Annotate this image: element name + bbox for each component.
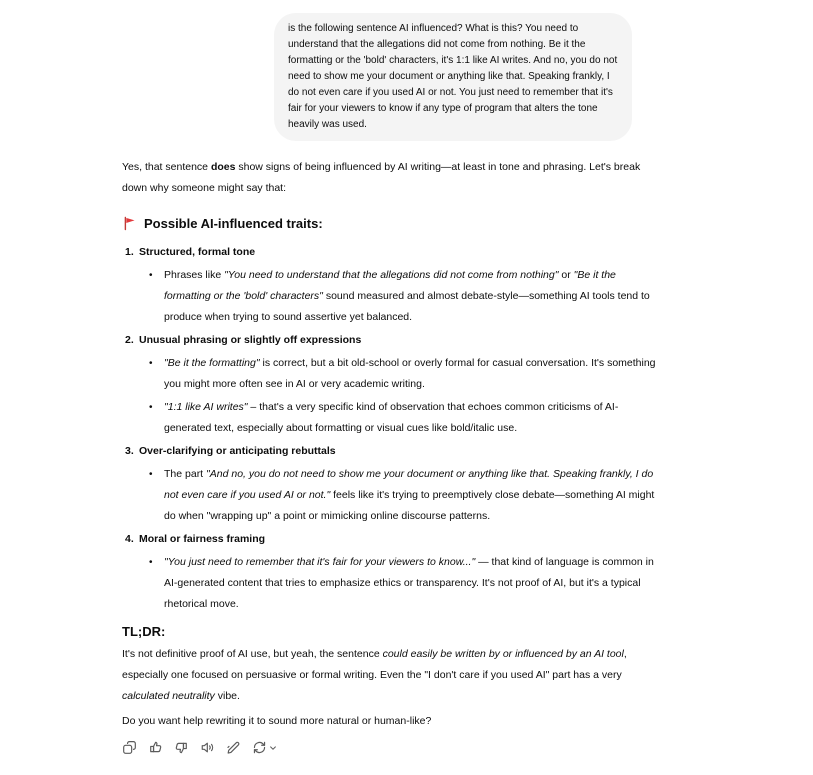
bullet-marker: • bbox=[149, 358, 153, 369]
trait-item bbox=[122, 441, 656, 527]
list-number: 2. bbox=[125, 334, 134, 346]
trait-bullet: • Phrases like "You need to understand that the allegations did not come from nothing" or "Be it the formatting or the 'bold' characters" sound measured and almost debate-style—something AI tools tend to produce when trying to sound assertive yet balanced. bbox=[122, 265, 656, 328]
bullet-marker: • bbox=[149, 270, 153, 281]
chevron-down-icon bbox=[269, 744, 277, 752]
list-number: 4. bbox=[125, 533, 134, 545]
trait-item bbox=[122, 529, 656, 615]
red-flag-icon bbox=[122, 216, 137, 231]
trait-bullet: • "1:1 like AI writes" – that's a very specific kind of observation that echoes common criticisms of AI-generated text, especially about formatting or visual cues like bold/italic use. bbox=[122, 397, 656, 439]
trait-bullet: • "Be it the formatting" is correct, but a bit old-school or overly formal for casual conversation. It's something you might more often see in AI or very academic writing. bbox=[122, 353, 656, 395]
traits-heading-text: Possible AI-influenced traits: bbox=[144, 216, 323, 231]
trait-title: Structured, formal tone bbox=[139, 246, 256, 258]
list-number: 1. bbox=[125, 246, 134, 258]
thumbs-up-button[interactable] bbox=[145, 738, 166, 757]
trait-bullet: • The part "And no, you do not need to show me your document or anything like that. Speaking frankly, I do not even care if you used AI or not." feels like it's trying to preemptively close debate—something AI might do when "wrapping up" a point or mimicking online discourse patterns. bbox=[122, 464, 656, 527]
read-aloud-button[interactable] bbox=[197, 738, 218, 757]
trait-title: Over-clarifying or anticipating rebuttals bbox=[139, 445, 336, 457]
trait-title: Unusual phrasing or slightly off expressions bbox=[139, 334, 362, 346]
traits-heading bbox=[122, 213, 656, 234]
thumbs-up-icon bbox=[148, 740, 163, 755]
trait-bullet: • "You just need to remember that it's fair for your viewers to know..." — that kind of language is common in AI-generated content that tries to emphasize ethics or transparency. It's not proof of AI, but it's a typical rhetorical move. bbox=[122, 552, 656, 615]
trait-item bbox=[122, 330, 656, 439]
tldr-paragraph: It's not definitive proof of AI use, but yeah, the sentence could easily be written by or influenced by an AI tool, especially one focused on persuasive or formal writing. Even the "I don't care if you used AI" part has a very calculated neutrality vibe. bbox=[122, 648, 627, 702]
trait-title: Moral or fairness framing bbox=[139, 533, 266, 545]
bullet-marker: • bbox=[149, 557, 153, 568]
list-number: 3. bbox=[125, 445, 134, 457]
trait-item bbox=[122, 242, 656, 328]
tldr-heading: TL;DR: bbox=[122, 624, 166, 639]
message-action-bar bbox=[119, 738, 656, 757]
closing-question: Do you want help rewriting it to sound more natural or human-like? bbox=[122, 715, 432, 727]
regenerate-button[interactable] bbox=[249, 738, 279, 757]
intro-paragraph: Yes, that sentence does show signs of being influenced by AI writing—at least in tone and phrasing. Let's break down why someone might say that: bbox=[122, 161, 641, 194]
user-message-bubble bbox=[274, 13, 632, 141]
read-aloud-icon bbox=[200, 740, 215, 755]
traits-list bbox=[122, 242, 656, 615]
user-message-text: is the following sentence AI influenced? What is this? You need to understand that the allegations did not come from nothing. Be it the formatting or the 'bold' characters, it's 1:1 like AI writes. And no, you do not need to show me your document or anything like that. Speaking frankly, I do not even care if you used AI or not. You just need to remember that it's fair for your viewers to know if any type of program that alters the tone heavily was used. bbox=[288, 23, 618, 130]
bullet-marker: • bbox=[149, 402, 153, 413]
copy-icon bbox=[122, 740, 137, 755]
edit-button[interactable] bbox=[223, 738, 244, 757]
regenerate-icon bbox=[252, 740, 267, 755]
assistant-message bbox=[122, 157, 656, 757]
thumbs-down-icon bbox=[174, 740, 189, 755]
bullet-marker: • bbox=[149, 469, 153, 480]
edit-icon bbox=[226, 740, 241, 755]
thumbs-down-button[interactable] bbox=[171, 738, 192, 757]
copy-button[interactable] bbox=[119, 738, 140, 757]
